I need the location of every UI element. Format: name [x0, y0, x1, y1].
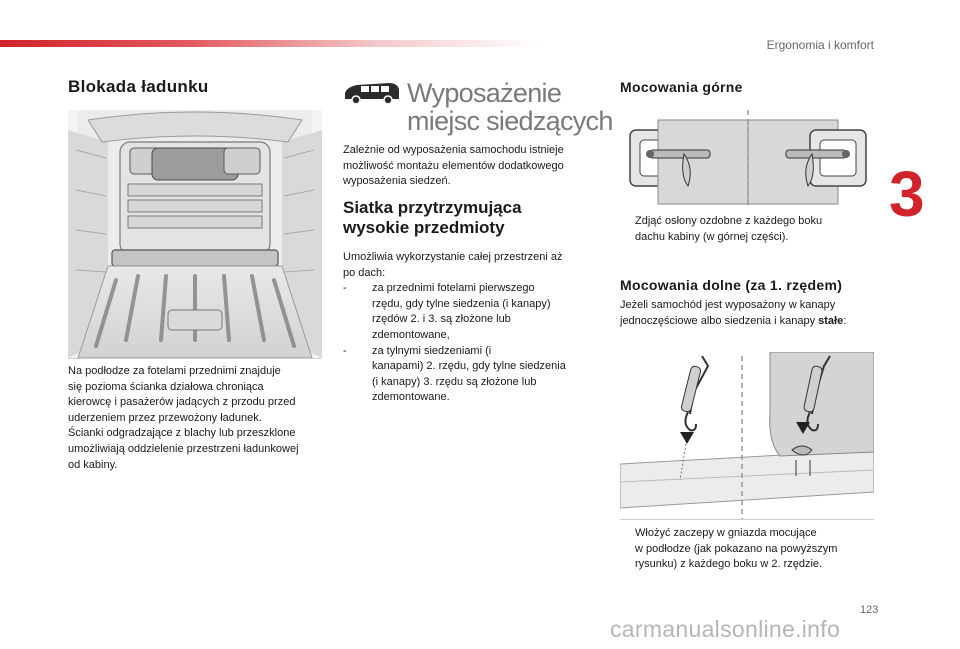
- text-line: się pozioma ścianka działowa chroniąca: [68, 380, 264, 393]
- text-line: Umożliwia wykorzystanie całej przestrzeni aż: [343, 251, 563, 263]
- text-line: Włożyć zaczepy w gniazda mocujące: [635, 527, 817, 539]
- text-line: dachu kabiny (w górnej części).: [635, 230, 789, 243]
- text-line: Zależnie od wyposażenia samochodu istnieje: [343, 144, 564, 156]
- dash-marker: -: [343, 344, 347, 357]
- chapter-title-line: Wyposażenie: [407, 78, 562, 108]
- net-section-body: [343, 250, 608, 406]
- lower-mounts-illustration: [620, 352, 874, 520]
- text-line: zdemontowane,: [372, 328, 450, 341]
- watermark: carmanualsonline.info: [610, 616, 841, 642]
- text-line: w podłodze (jak pokazano na powyższym: [635, 542, 838, 555]
- text-fragment: :: [843, 314, 847, 327]
- cargo-lock-paragraph: [68, 364, 330, 473]
- cargo-lock-title: Blokada ładunku: [68, 77, 209, 96]
- text-line: po dach:: [343, 266, 386, 279]
- lower-mounts-title: Mocowania dolne (za 1. rzędem): [620, 277, 843, 293]
- chapter-title: [407, 79, 613, 135]
- text-line: rysunku) z każdego boku w 2. rzędzie.: [635, 558, 823, 571]
- lower-mounts-instruction: [620, 526, 880, 573]
- text-line: kierowcę i pasażerów jadących z przodu przed: [68, 396, 296, 409]
- upper-mounts-instruction: [620, 214, 870, 245]
- page-number: 123: [860, 604, 879, 616]
- net-section-title: [343, 198, 522, 238]
- text-fragment: jednoczęściowe albo siedzenia i kanapy: [620, 314, 819, 327]
- text-line: [620, 314, 882, 330]
- text-line: wyposażenia siedzeń.: [343, 175, 451, 188]
- net-title-line: Siatka przytrzymująca: [343, 198, 522, 217]
- text-line: możliwość montażu elementów dodatkowego: [343, 159, 564, 172]
- text-line: od kabiny.: [68, 458, 118, 471]
- lower-mounts-intro: [620, 298, 882, 329]
- text-line: uderzeniem przez przewożony ładunek.: [68, 411, 262, 424]
- van-seats-icon: [343, 81, 401, 105]
- text-line: za tylnymi siedzeniami (i: [372, 344, 492, 357]
- text-line: Zdjąć osłony ozdobne z każdego boku: [635, 215, 823, 227]
- text-line: kanapami) 2. rzędu, gdy tylne siedzenia: [372, 360, 566, 373]
- text-line: rzędu, gdy tylne siedzenia (i kanapy): [372, 297, 551, 310]
- text-line: umożliwiają oddzielenie przestrzeni ładunkowej: [68, 442, 299, 455]
- instruction-bullet: [620, 526, 880, 573]
- net-list-item: [343, 344, 608, 406]
- header-accent-bar: [0, 40, 540, 47]
- text-line: zdemontowane.: [372, 391, 450, 404]
- net-list-item: [343, 281, 608, 343]
- dash-marker: -: [343, 282, 347, 295]
- text-line: rzędów 2. i 3. są złożone lub: [372, 313, 511, 326]
- upper-mounts-illustration: [622, 110, 874, 206]
- net-title-line: wysokie przedmioty: [343, 218, 505, 237]
- text-line: Jeżeli samochód jest wyposażony w kanapy: [620, 299, 836, 311]
- instruction-bullet: [620, 214, 870, 245]
- upper-mounts-title: Mocowania górne: [620, 79, 743, 95]
- text-line: Ścianki odgradzające z blachy lub przeszklone: [68, 427, 296, 440]
- text-line: za przednimi fotelami pierwszego: [372, 282, 535, 295]
- text-line: Na podłodze za fotelami przednimi znajduje: [68, 365, 281, 377]
- cargo-area-illustration: [68, 110, 322, 359]
- chapter-title-line: miejsc siedzących: [407, 106, 613, 136]
- cargo-area-drawing: [68, 110, 322, 358]
- header-section-title: Ergonomia i komfort: [766, 38, 874, 52]
- text-line: (i kanapy) 3. rzędu są złożone lub: [372, 375, 537, 388]
- chapter-number: 3: [889, 158, 923, 230]
- emphasis-text: stałe: [818, 314, 844, 327]
- seat-equipment-intro: [343, 143, 605, 190]
